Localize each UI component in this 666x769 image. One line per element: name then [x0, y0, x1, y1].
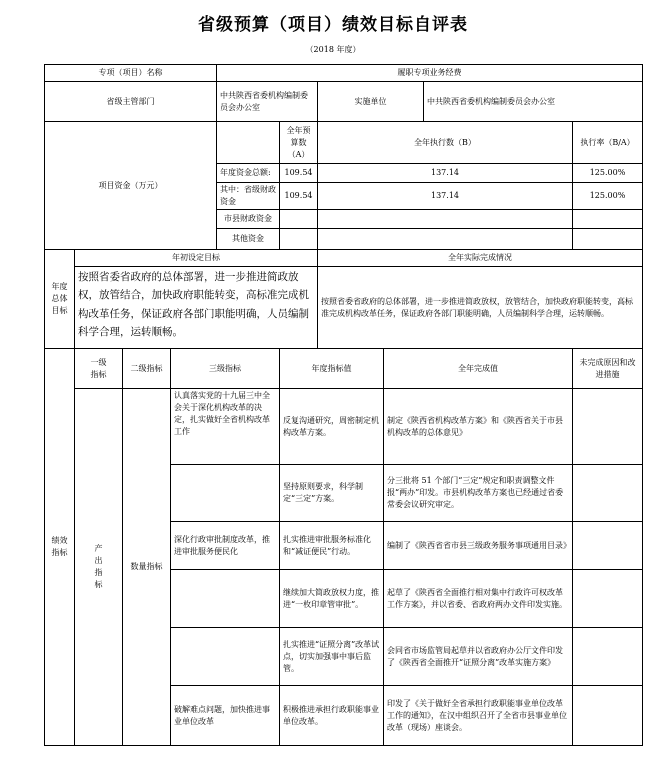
reason-header-line2: 进措施	[595, 369, 620, 379]
reason-header-line1: 未完成原因和改	[579, 357, 636, 367]
level1-value	[75, 389, 123, 746]
level3-cell: 破解难点问题，加快推进事业单位改革	[171, 686, 280, 746]
funds-row-exec: 137.14	[318, 183, 573, 210]
performance-label-line1: 绩效	[51, 536, 68, 545]
actual-cell: 印发了《关于做好全省承担行政职能事业单位改革工作的通知》，在汉中组织召开了全省市县事业单位改革（现场）座谈会。	[384, 686, 573, 746]
reason-cell	[573, 389, 643, 465]
impl-value: 中共陕西省委机构编制委员会办公室	[424, 82, 643, 122]
level1-header-line2: 指标	[90, 369, 107, 379]
target-cell: 积极推进承担行政职能事业单位改革。	[280, 686, 384, 746]
goals-header-row	[45, 250, 643, 267]
goals-actual-text: 按照省委省政府的总体部署，进一步推进简政放权，放管结合，加快政府职能转变，高标准完成机构改革任务，保证政府各部门职能明确，人员编制科学合理，运转顺畅。	[318, 267, 643, 349]
level3-cell	[171, 570, 280, 628]
funds-row-budget: 109.54	[280, 183, 318, 210]
target-cell: 扎实推进“证照分离”改革试点，切实加强事中事后监管。	[280, 628, 384, 686]
target-cell: 扎实推进审批服务标准化和“减证便民”行动。	[280, 522, 384, 570]
project-name-label: 专项（项目）名称	[45, 65, 217, 82]
goals-body-row	[45, 267, 643, 349]
level3-cell: 认真落实党的十九届三中全会关于深化机构改革的决定，扎实做好全省机构改革工作	[171, 389, 280, 465]
level1-char: 指	[94, 568, 103, 577]
reason-cell	[573, 522, 643, 570]
funds-blank-header	[217, 122, 280, 164]
budget-header-line1: 全年预	[286, 125, 311, 135]
funds-row-budget	[280, 229, 318, 250]
target-cell: 反复沟通研究，周密制定机构改革方案。	[280, 389, 384, 465]
reason-cell	[573, 465, 643, 522]
goals-plan-text: 按照省委省政府的总体部署，进一步推进简政放权，放管结合，加快政府职能转变，高标准完成机构改革任务，保证政府各部门职能明确，人员编制科学合理，运转顺畅。	[75, 267, 318, 349]
page-title: 省级预算（项目）绩效目标自评表	[198, 15, 468, 35]
actual-cell: 会同省市场监管局起草并以省政府办公厅文件印发了《陕西省全面推开“证照分离”改革实施方案》	[384, 628, 573, 686]
level3-cell	[171, 465, 280, 522]
funds-row-rate	[573, 229, 643, 250]
actual-cell: 制定《陕西省机构改革方案》和《陕西省关于市县机构改革的总体意见》	[384, 389, 573, 465]
project-name-value: 履职专项业务经费	[217, 65, 643, 82]
target-cell: 继续加大简政放权力度，推进“一枚印章管审批”。	[280, 570, 384, 628]
level1-char: 产	[94, 544, 103, 553]
level2-header: 二级指标	[123, 349, 171, 389]
evaluation-table	[44, 64, 643, 746]
level3-cell	[171, 628, 280, 686]
performance-label	[45, 349, 75, 746]
goals-label	[45, 250, 75, 349]
dept-label: 省级主管部门	[45, 82, 217, 122]
funds-row-exec: 137.14	[318, 164, 573, 183]
level1-header	[75, 349, 123, 389]
goals-label-line1: 年度	[51, 282, 68, 291]
level3-cell: 深化行政审批制度改革，推进审批服务便民化	[171, 522, 280, 570]
goals-plan-header: 年初设定目标	[75, 250, 318, 267]
goals-label-line2: 总体	[51, 294, 68, 303]
goals-label-line3: 目标	[51, 306, 68, 315]
funds-row-exec	[318, 210, 573, 229]
funds-row-rate: 125.00%	[573, 164, 643, 183]
performance-header-row	[45, 349, 643, 389]
report-year: （2018 年度）	[305, 45, 361, 54]
funds-row-budget: 109.54	[280, 164, 318, 183]
target-cell: 坚持原则要求，科学制定“三定”方案。	[280, 465, 384, 522]
funds-row-label: 其他资金	[217, 229, 280, 250]
performance-label-line2: 指标	[51, 548, 68, 557]
funds-row-label: 市县财政资金	[217, 210, 280, 229]
reason-cell	[573, 570, 643, 628]
funds-label: 项目资金（万元）	[45, 122, 217, 250]
funds-budget-header	[280, 122, 318, 164]
performance-row	[45, 389, 643, 465]
funds-exec-header: 全年执行数（B）	[318, 122, 573, 164]
level1-header-line1: 一级	[90, 357, 107, 367]
goals-actual-header: 全年实际完成情况	[318, 250, 643, 267]
funds-row-rate	[573, 210, 643, 229]
reason-cell	[573, 686, 643, 746]
level1-char: 出	[94, 556, 103, 565]
impl-label: 实施单位	[318, 82, 424, 122]
reason-cell	[573, 628, 643, 686]
actual-cell: 起草了《陕西省全面推行相对集中行政许可权改革工作方案》，并以省委、省政府两办文件印发实施。	[384, 570, 573, 628]
level2-value: 数量指标	[123, 389, 171, 746]
budget-header-line2: 算数（A）	[287, 137, 310, 159]
department-row	[45, 82, 643, 122]
project-name-row	[45, 65, 643, 82]
level3-header: 三级指标	[171, 349, 280, 389]
actual-cell: 分三批将 51 个部门“三定”规定和职责调整文件报“两办”印发。市县机构改革方案也已经通过省委常委会议研究审定。	[384, 465, 573, 522]
funds-row-label: 年度资金总额:	[217, 164, 280, 183]
funds-row-exec	[318, 229, 573, 250]
funds-row-budget	[280, 210, 318, 229]
funds-row-rate: 125.00%	[573, 183, 643, 210]
dept-value: 中共陕西省委机构编制委员会办公室	[217, 82, 318, 122]
target-header: 年度指标值	[280, 349, 384, 389]
actual-header: 全年完成值	[384, 349, 573, 389]
reason-header	[573, 349, 643, 389]
actual-cell: 编制了《陕西省省市县三级政务服务事项通用目录》	[384, 522, 573, 570]
funds-header-row	[45, 122, 643, 164]
funds-row-label: 其中：省级财政资金	[217, 183, 280, 210]
level1-char: 标	[94, 580, 103, 589]
funds-rate-header: 执行率（B/A）	[573, 122, 643, 164]
